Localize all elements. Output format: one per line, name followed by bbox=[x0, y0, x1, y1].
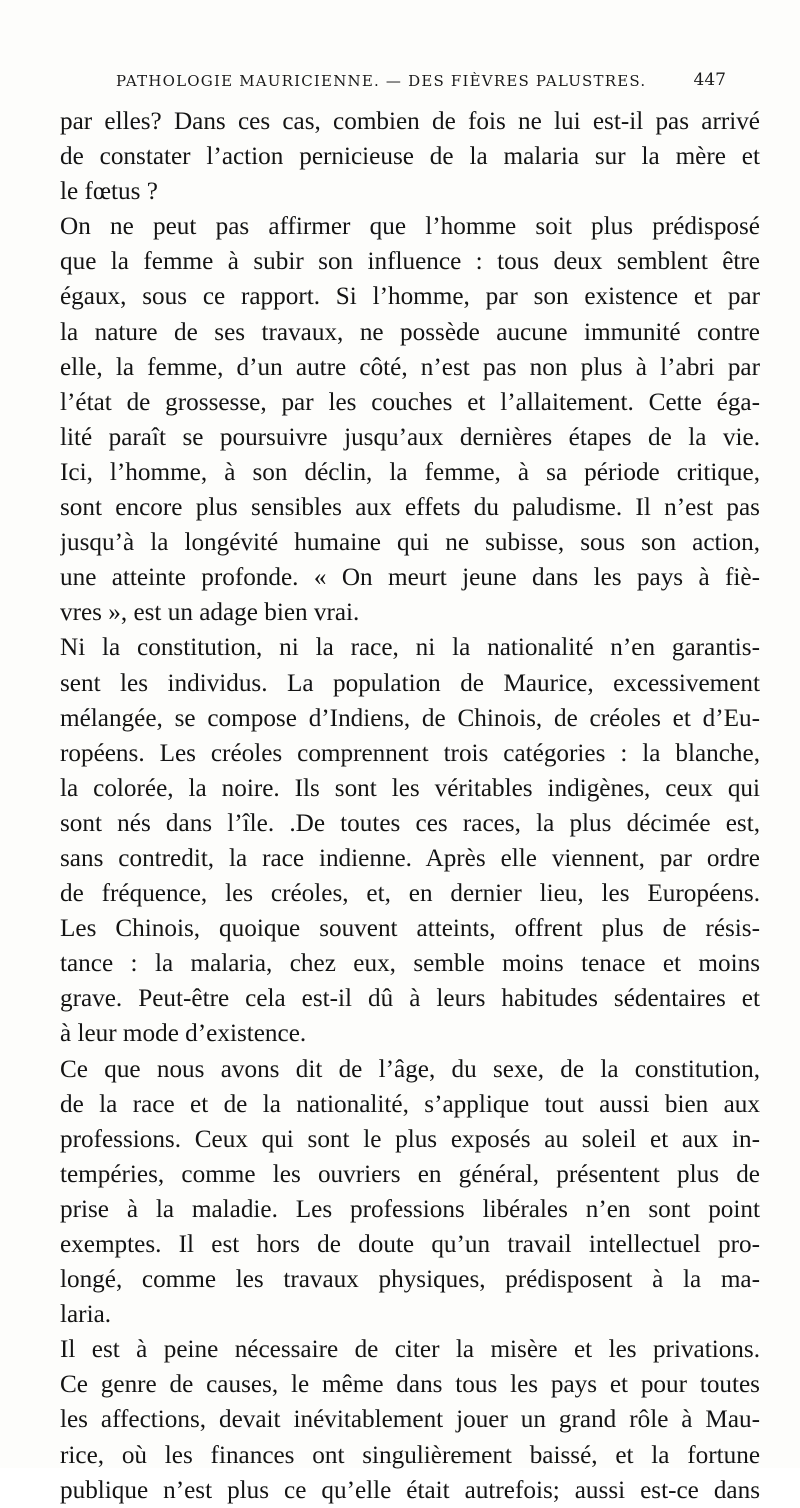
running-title: PATHOLOGIE MAURICIENNE. — DES FIÈVRES PALUSTRES. bbox=[116, 72, 647, 90]
text-line: Ce genre de causes, le même dans tous les pays et pour toutes bbox=[60, 1371, 760, 1399]
text-line: sans contredit, la race indienne. Après elle viennent, par ordre bbox=[60, 844, 760, 872]
text-line: Ici, l’homme, à son déclin, la femme, à sa période critique, bbox=[60, 458, 760, 486]
text-line: tance : la malaria, chez eux, semble moins tenace et moins bbox=[60, 950, 760, 978]
text-line: sont nés dans l’île. .De toutes ces races, la plus décimée est, bbox=[60, 809, 760, 837]
text-line: laria. bbox=[60, 1301, 112, 1329]
text-line: le fœtus ? bbox=[60, 178, 158, 206]
body-text bbox=[60, 104, 760, 1508]
running-head bbox=[116, 66, 726, 96]
text-line: professions. Ceux qui sont le plus exposés au soleil et aux in- bbox=[60, 1125, 760, 1153]
text-line: publique n’est plus ce qu’elle était autrefois; aussi est-ce dans bbox=[60, 1476, 760, 1504]
text-line: Il est à peine nécessaire de citer la misère et les privations. bbox=[60, 1336, 760, 1364]
text-line: ropéens. Les créoles comprennent trois catégories : la blanche, bbox=[60, 739, 760, 767]
text-line: exemptes. Il est hors de doute qu’un travail intellectuel pro- bbox=[60, 1231, 760, 1258]
text-line: Ni la constitution, ni la race, ni la nationalité n’en garantis- bbox=[60, 634, 760, 662]
text-line: une atteinte profonde. « On meurt jeune dans les pays à fiè- bbox=[60, 564, 760, 592]
text-line: la nature de ses travaux, ne possède aucune immunité contre bbox=[60, 318, 760, 346]
text-line: de constater l’action pernicieuse de la malaria sur la mère et bbox=[60, 143, 760, 171]
text-line: la colorée, la noire. Ils sont les véritables indigènes, ceux qui bbox=[60, 774, 760, 802]
text-line: jusqu’à la longévité humaine qui ne subisse, sous son action, bbox=[60, 529, 760, 557]
text-line: prise à la maladie. Les professions libérales n’en sont point bbox=[60, 1195, 760, 1223]
text-line: sent les individus. La population de Maurice, excessivement bbox=[60, 669, 760, 697]
text-line: longé, comme les travaux physiques, prédisposent à la ma- bbox=[60, 1266, 760, 1294]
text-line: grave. Peut-être cela est-il dû à leurs habitudes sédentaires et bbox=[60, 985, 760, 1013]
page-number: 447 bbox=[693, 70, 726, 90]
text-line: elle, la femme, d’un autre côté, n’est pas non plus à l’abri par bbox=[60, 353, 760, 381]
text-line: égaux, sous ce rapport. Si l’homme, par son existence et par bbox=[60, 283, 760, 311]
text-line: les affections, devait inévitablement jouer un grand rôle à Mau- bbox=[60, 1406, 760, 1434]
text-line: lité paraît se poursuivre jusqu’aux dernières étapes de la vie. bbox=[60, 423, 760, 451]
text-line: de la race et de la nationalité, s’applique tout aussi bien aux bbox=[60, 1090, 760, 1118]
text-line: rice, où les finances ont singulièrement baissé, et la fortune bbox=[60, 1441, 760, 1469]
text-line: vres », est un adage bien vrai. bbox=[60, 599, 360, 627]
text-line: On ne peut pas affirmer que l’homme soit plus prédisposé bbox=[60, 213, 760, 241]
text-line: de fréquence, les créoles, et, en dernier lieu, les Européens. bbox=[60, 880, 760, 908]
text-line: l’état de grossesse, par les couches et l’allaitement. Cette éga- bbox=[60, 388, 760, 416]
text-line: tempéries, comme les ouvriers en général, présentent plus de bbox=[60, 1160, 760, 1188]
text-line: que la femme à subir son influence : tous deux semblent être bbox=[60, 248, 760, 276]
text-line: Ce que nous avons dit de l’âge, du sexe, de la constitution, bbox=[60, 1055, 760, 1083]
text-line: à leur mode d’existence. bbox=[60, 1020, 307, 1048]
text-line: Les Chinois, quoique souvent atteints, offrent plus de résis- bbox=[60, 915, 760, 943]
text-line: par elles? Dans ces cas, combien de fois ne lui est-il pas arrivé bbox=[60, 108, 760, 135]
text-line: sont encore plus sensibles aux effets du paludisme. Il n’est pas bbox=[60, 494, 760, 522]
text-line: mélangée, se compose d’Indiens, de Chinois, de créoles et d’Eu- bbox=[60, 704, 760, 732]
